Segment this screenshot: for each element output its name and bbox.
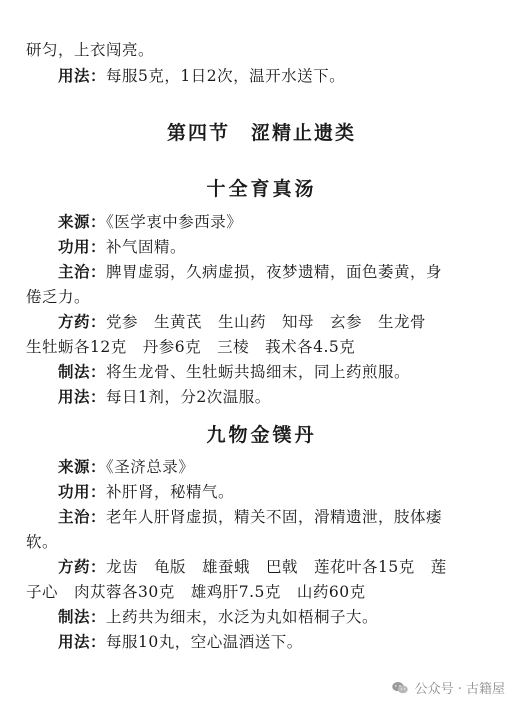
watermark-text: 公众号 · 古籍屋 bbox=[414, 682, 505, 697]
watermark bbox=[391, 678, 505, 697]
recipe-label: 方药： bbox=[58, 558, 107, 576]
usage-line bbox=[58, 632, 523, 652]
continuation-text: 研匀，上衣闯亮。 bbox=[26, 41, 155, 59]
indication-line bbox=[58, 262, 523, 282]
indication-line bbox=[58, 507, 523, 527]
usage-line bbox=[58, 387, 523, 407]
source-text: 《圣济总录》 bbox=[106, 458, 195, 476]
recipe-line bbox=[58, 557, 523, 577]
recipe-continuation: 子心 肉苁蓉各30克 雄鸡肝7.5克 山药60克 bbox=[26, 583, 366, 601]
indication-text: 脾胃虚弱，久病虚损，夜梦遗精，面色萎黄，身 bbox=[106, 263, 443, 281]
wechat-icon bbox=[391, 681, 409, 695]
source-text: 《医学衷中参西录》 bbox=[106, 213, 243, 231]
indication-text: 老年人肝肾虚损，精关不固，滑精遗泄，肢体痿 bbox=[106, 508, 443, 526]
usage-text: 每日1剂，分2次温服。 bbox=[106, 388, 271, 406]
function-text: 补气固精。 bbox=[106, 238, 187, 256]
function-label: 功用： bbox=[58, 238, 107, 256]
source-label: 来源： bbox=[58, 213, 107, 231]
recipe-text: 龙齿 龟版 雄蚕蛾 巴戟 莲花叶各15克 莲 bbox=[106, 558, 447, 576]
prep-label: 制法： bbox=[58, 363, 107, 381]
indication-label: 主治： bbox=[58, 263, 107, 281]
function-text: 补肝肾，秘精气。 bbox=[106, 483, 235, 501]
source-line bbox=[58, 457, 523, 477]
usage-label: 用法： bbox=[58, 388, 107, 406]
formula-title: 十全育真汤 bbox=[206, 178, 317, 200]
function-line bbox=[58, 482, 523, 502]
usage-label: 用法： bbox=[58, 67, 107, 85]
indication-label: 主治： bbox=[58, 508, 107, 526]
prep-text: 将生龙骨、生牡蛎共捣细末，同上药煎服。 bbox=[106, 363, 411, 381]
formula-title: 九物金镤丹 bbox=[206, 424, 317, 446]
recipe-continuation: 生牡蛎各12克 丹参6克 三棱 莪术各4.5克 bbox=[26, 338, 356, 356]
prep-line bbox=[58, 607, 523, 627]
recipe-text: 党参 生黄芪 生山药 知母 玄参 生龙骨 bbox=[106, 313, 427, 331]
continuation-usage bbox=[58, 66, 523, 86]
function-label: 功用： bbox=[58, 483, 107, 501]
section-heading: 第四节 涩精止遗类 bbox=[166, 122, 356, 144]
function-line bbox=[58, 237, 523, 257]
indication-continuation: 倦乏力。 bbox=[26, 288, 91, 306]
usage-text: 每服10丸，空心温酒送下。 bbox=[106, 633, 303, 651]
usage-text: 每服5克，1日2次，温开水送下。 bbox=[106, 67, 346, 85]
prep-text: 上药共为细末，水泛为丸如梧桐子大。 bbox=[106, 608, 379, 626]
indication-continuation: 软。 bbox=[26, 533, 59, 551]
prep-line bbox=[58, 362, 523, 382]
recipe-label: 方药： bbox=[58, 313, 107, 331]
usage-label: 用法： bbox=[58, 633, 107, 651]
source-line bbox=[58, 212, 523, 232]
source-label: 来源： bbox=[58, 458, 107, 476]
prep-label: 制法： bbox=[58, 608, 107, 626]
recipe-line bbox=[58, 312, 523, 332]
